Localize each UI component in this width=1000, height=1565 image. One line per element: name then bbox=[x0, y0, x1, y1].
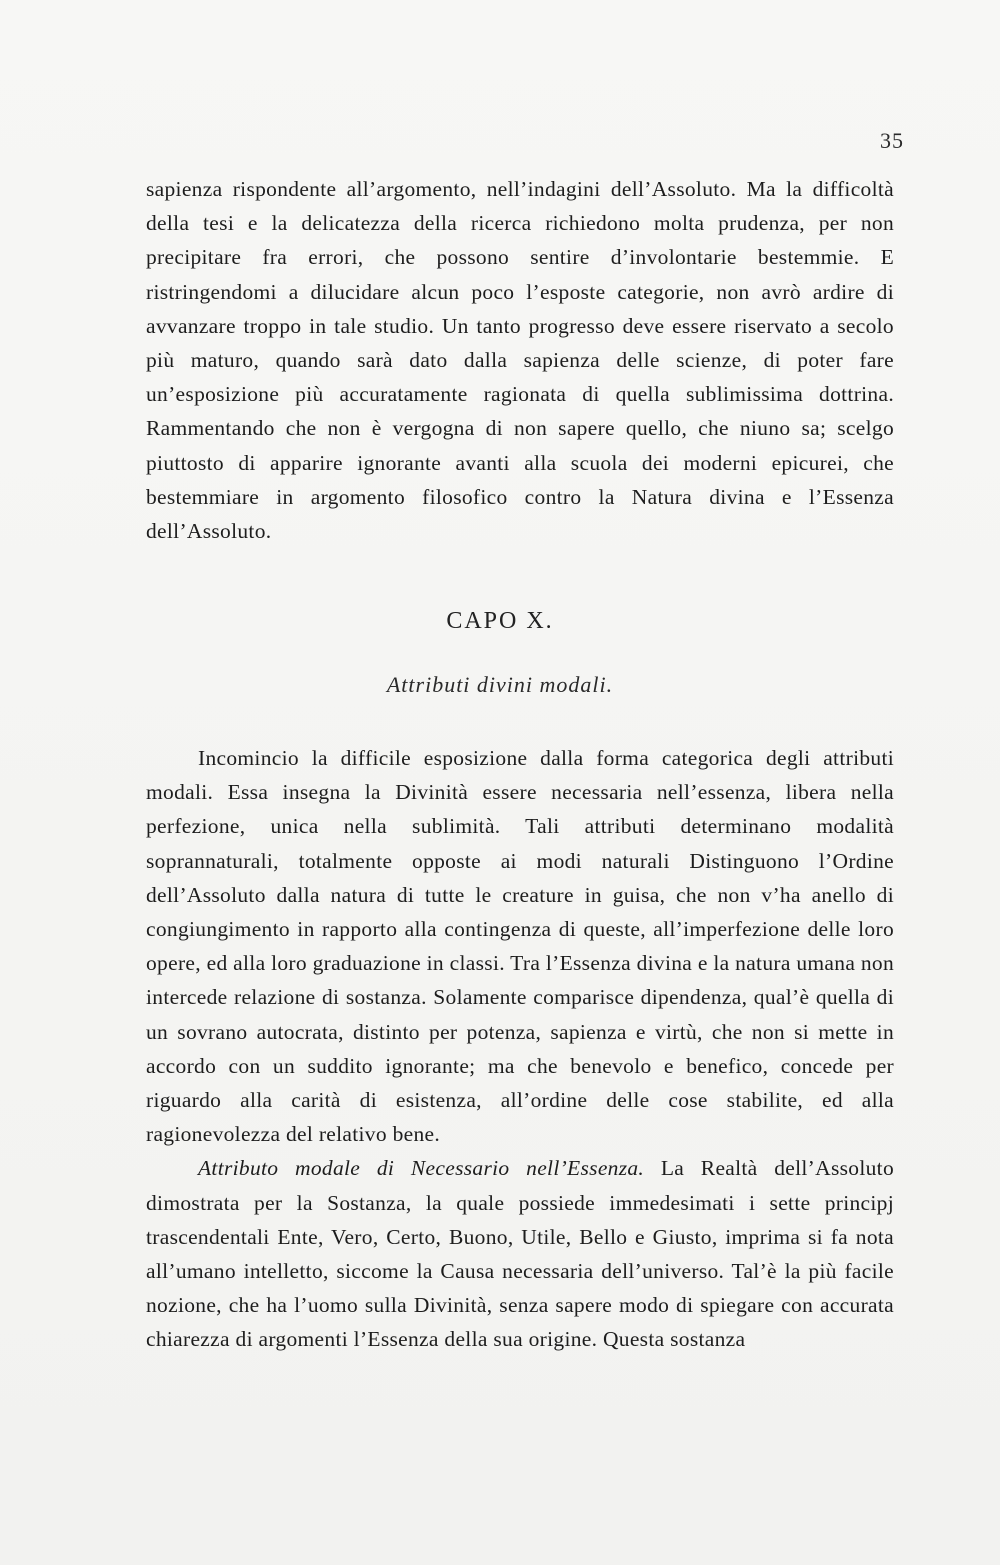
chapter-heading: CAPO X. bbox=[446, 608, 554, 634]
continuation-block bbox=[146, 172, 894, 548]
chapter-body bbox=[146, 741, 894, 1357]
run-in-heading: Attributo modale di Necessario nell’Essenza. bbox=[198, 1156, 645, 1181]
body-paragraph: Incomincio la difficile esposizione dalla forma categorica degli attributi modali. Essa insegna la Divinità essere necessaria nell’essenza, libera nella perfezione, unica nella sublimità. Tali attributi determinano modalità soprannaturali, totalmente opposte ai modi naturali Distinguono l’Ordine dell’Assoluto dalla natura di tutte le creature in guisa, che non v’ha anello di congiungimento in rapporto alla contingenza di queste, all’imperfezione delle loro opere, ed alla loro graduazione in classi. Tra l’Essenza divina e la natura umana non intercede relazione di sostanza. Solamente comparisce dipendenza, qual’è quella di un sovrano autocrata, distinto per potenza, sapienza e virtù, che non si mette in accordo con un suddito ignorante; ma che benevolo e benefico, concede per riguardo alla carità di esistenza, all’ordine delle cose stabilite, ed alla ragionevolezza del relativo bene. bbox=[146, 746, 894, 1147]
page-number: 35 bbox=[880, 128, 904, 153]
chapter-title: Attributi divini modali. bbox=[386, 672, 614, 697]
continuation-paragraph: sapienza rispondente all’argomento, nell’indagini dell’Assoluto. Ma la difficoltà della tesi e la delicatezza della ricerca richiedono molta prudenza, per non precipitare fra errori, che possono sentire d’involontarie bestemmie. E ristringendomi a dilucidare alcun poco l’esposte categorie, non avrò ardire di avvanzare troppo in tale studio. Un tanto progresso deve essere riservato a secolo più maturo, quando sarà dato dalla sapienza delle scienze, di poter fare un’esposizione più accuratamente ragionata di quella sublimissima dottrina. Rammentando che non è vergogna di non sapere quello, che niuno sa; scelgo piuttosto di apparire ignorante avanti alla scuola dei moderni epicurei, che bestemmiare in argomento filosofico contro la Natura divina e l’Essenza dell’Assoluto. bbox=[146, 177, 894, 544]
run-in-paragraph-text: La Realtà dell’Assoluto dimostrata per la Sostanza, la quale possiede immedesimati i sette principj trascendentali Ente, Vero, Certo, Buono, Utile, Bello e Giusto, imprima si fa nota all’umano intelletto, siccome la Causa necessaria dell’universo. Tal’è la più facile nozione, che ha l’uomo sulla Divinità, senza sapere modo di spiegare con accurata chiarezza di argomenti l’Essenza della sua origine. Questa sostanza bbox=[146, 1156, 894, 1352]
body-paragraph-run-in bbox=[146, 1151, 894, 1356]
